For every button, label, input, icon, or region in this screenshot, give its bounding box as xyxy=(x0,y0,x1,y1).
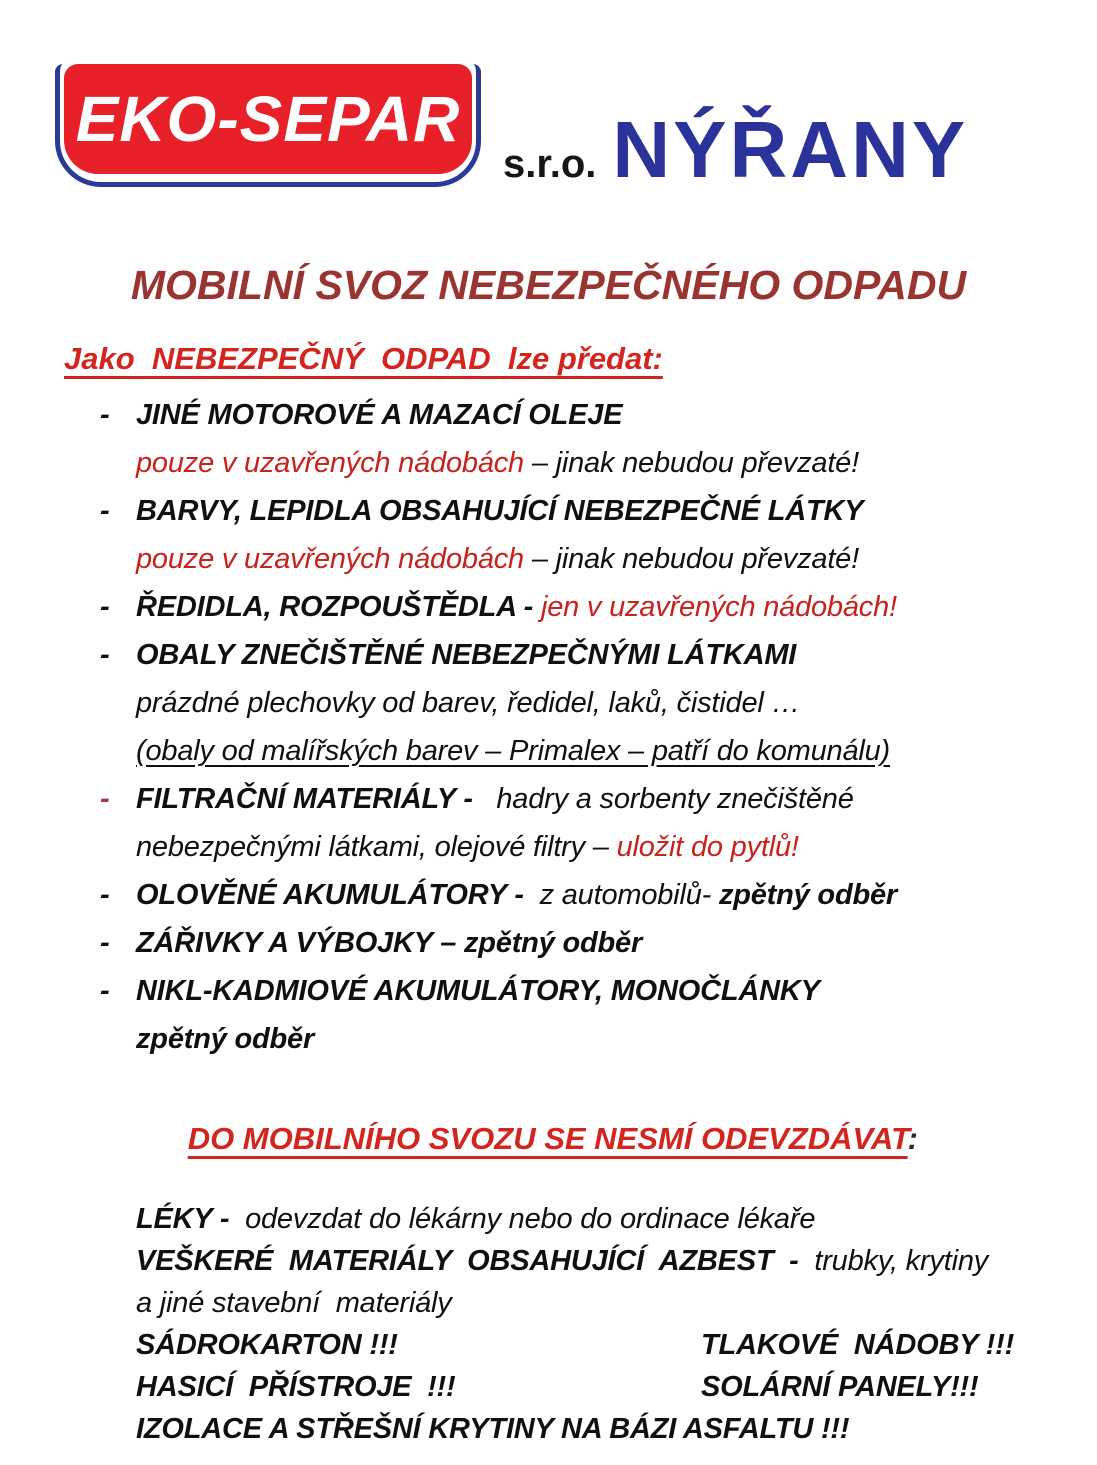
list-item-text xyxy=(136,687,800,720)
text-segment: zpětný odběr xyxy=(718,879,897,911)
two-column-row xyxy=(136,1329,1056,1371)
list-item-text xyxy=(136,591,897,624)
bullet-dash: - xyxy=(100,783,110,815)
company-city: NÝŘANY xyxy=(612,105,969,194)
list-item xyxy=(100,735,1060,783)
text-segment: trubky, krytiny xyxy=(806,1245,989,1277)
two-column-row xyxy=(136,1371,1056,1413)
list-item-text xyxy=(136,975,820,1008)
company-logo xyxy=(55,64,481,187)
forbidden-section xyxy=(136,1085,1056,1455)
text-segment: nebezpečnými látkami, olejové filtry – xyxy=(136,831,617,863)
logo-brand-text: EKO-SEPAR xyxy=(75,83,461,155)
col-left-text: HASICÍ PŘÍSTROJE !!! xyxy=(136,1371,456,1403)
list-item-text xyxy=(136,447,859,480)
company-name xyxy=(503,104,968,196)
text-segment: hadry a sorbenty znečištěné xyxy=(480,783,854,815)
list-item xyxy=(100,543,1060,591)
forbidden-line xyxy=(136,1287,1056,1329)
text-segment: jen v uzavřených nádobách! xyxy=(540,591,897,623)
bullet-dash: - xyxy=(100,495,110,527)
text-segment: uložit do pytlů! xyxy=(616,831,799,863)
text-segment: IZOLACE A STŘEŠNÍ KRYTINY NA BÁZI ASFALTU !!! xyxy=(136,1413,850,1445)
text-segment: BARVY, LEPIDLA OBSAHUJÍCÍ NEBEZPEČNÉ LÁTKY xyxy=(136,495,864,527)
text-segment: OBALY ZNEČIŠTĚNÉ NEBEZPEČNÝMI LÁTKAMI xyxy=(136,639,797,671)
list-item xyxy=(100,639,1060,687)
text-segment: – jinak nebudou převzaté! xyxy=(523,447,859,479)
text-segment: odevzdat do lékárny nebo do ordinace lékaře xyxy=(237,1203,816,1235)
text-segment: OLOVĚNÉ AKUMULÁTORY - xyxy=(136,879,532,911)
list-item xyxy=(100,927,1060,975)
list-item-text xyxy=(136,543,859,576)
list-item xyxy=(100,399,1060,447)
list-item-text xyxy=(136,927,642,960)
text-segment: VEŠKERÉ MATERIÁLY OBSAHUJÍCÍ AZBEST - xyxy=(136,1245,807,1277)
forbidden-heading-text: DO MOBILNÍHO SVOZU SE NESMÍ ODEVZDÁVAT xyxy=(187,1121,908,1156)
forbidden-heading-colon: : xyxy=(907,1121,918,1156)
list-item-text xyxy=(136,495,863,528)
list-item-text xyxy=(136,639,796,672)
bullet-dash: - xyxy=(100,399,110,431)
col-left-text: SÁDROKARTON !!! xyxy=(136,1329,398,1361)
list-item-text xyxy=(136,1023,314,1056)
list-item xyxy=(100,687,1060,735)
text-segment: – jinak nebudou převzaté! xyxy=(523,543,859,575)
company-suffix: s.r.o. xyxy=(503,142,597,186)
bullet-dash: - xyxy=(100,591,110,623)
forbidden-line xyxy=(136,1203,1056,1245)
list-item-text xyxy=(136,399,622,432)
text-segment: ŘEDIDLA, ROZPOUŠTĚDLA - xyxy=(136,591,541,623)
col-right-text: SOLÁRNÍ PANELY!!! xyxy=(701,1371,979,1403)
col-right-text: TLAKOVÉ NÁDOBY !!! xyxy=(701,1329,1015,1361)
list-item-text xyxy=(136,831,799,864)
text-segment: pouze v uzavřených nádobách xyxy=(136,543,524,575)
header xyxy=(55,64,968,196)
forbidden-line xyxy=(136,1413,1056,1455)
text-segment: NIKL-KADMIOVÉ AKUMULÁTORY, MONOČLÁNKY xyxy=(136,975,820,1007)
text-segment: JINÉ MOTOROVÉ A MAZACÍ OLEJE xyxy=(136,399,623,431)
bullet-dash: - xyxy=(100,927,110,959)
text-segment: LÉKY - xyxy=(136,1203,238,1235)
text-segment: FILTRAČNÍ MATERIÁLY - xyxy=(136,783,481,815)
list-item xyxy=(100,975,1060,1023)
list-item-text xyxy=(136,783,854,816)
logo-red-box xyxy=(64,64,472,174)
text-segment: zpětný odběr xyxy=(136,1023,315,1055)
list-item-text xyxy=(136,735,890,768)
list-item xyxy=(100,591,1060,639)
waste-list xyxy=(100,399,1060,1071)
list-item xyxy=(100,879,1060,927)
text-segment: pouze v uzavřených nádobách xyxy=(136,447,524,479)
text-segment: ZÁŘIVKY A VÝBOJKY – zpětný odběr xyxy=(136,927,643,959)
list-item xyxy=(100,447,1060,495)
bullet-dash: - xyxy=(100,639,110,671)
text-segment: a jiné stavební materiály xyxy=(136,1287,452,1319)
list-item-text xyxy=(136,879,897,912)
list-item xyxy=(100,831,1060,879)
list-item xyxy=(100,1023,1060,1071)
list-item xyxy=(100,495,1060,543)
text-segment: z automobilů- xyxy=(531,879,719,911)
bullet-dash: - xyxy=(100,879,110,911)
list-item xyxy=(100,783,1060,831)
text-segment: prázdné plechovky od barev, ředidel, laků, čistidel … xyxy=(136,687,801,719)
section-heading-allowed: Jako NEBEZPEČNÝ ODPAD lze předat: xyxy=(64,341,663,376)
section-heading-forbidden xyxy=(136,1085,1056,1193)
bullet-dash: - xyxy=(100,975,110,1007)
forbidden-line xyxy=(136,1245,1056,1287)
page-title: MOBILNÍ SVOZ NEBEZPEČNÉHO ODPADU xyxy=(130,262,967,308)
text-segment: (obaly od malířských barev – Primalex – patří do komunálu) xyxy=(136,735,891,767)
